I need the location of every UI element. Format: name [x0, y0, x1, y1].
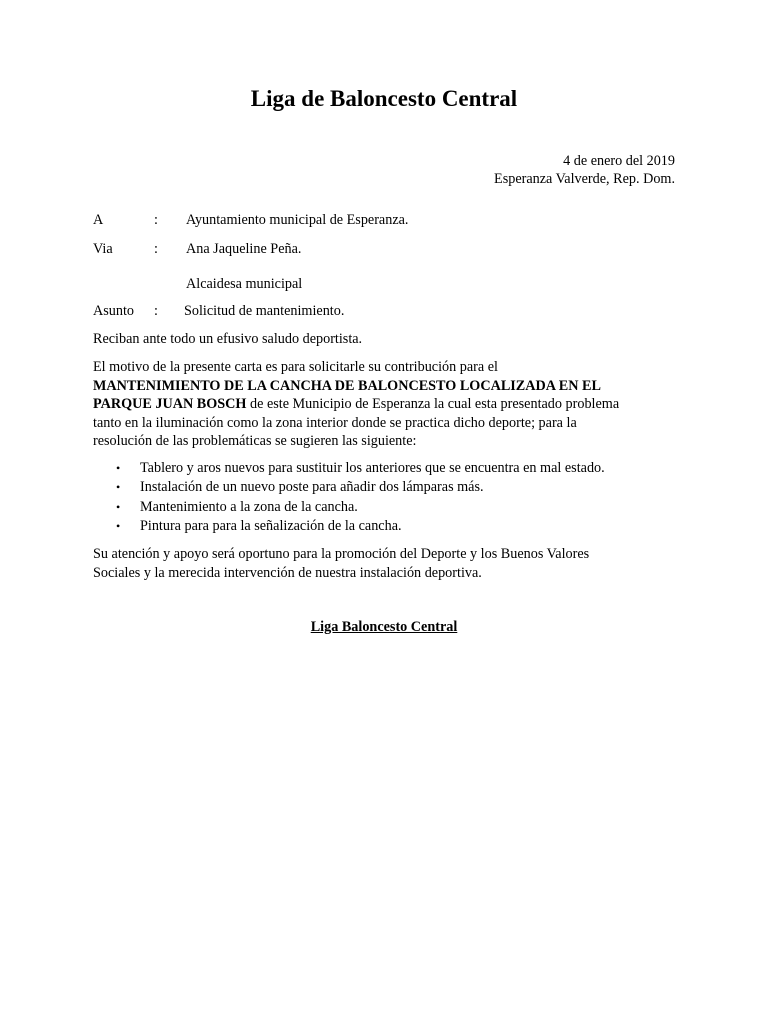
closing-line-2: Sociales y la merecida intervención de nuestra instalación deportiva. — [93, 564, 482, 581]
to-colon: : — [154, 212, 158, 228]
subject-value: Solicitud de mantenimiento. — [184, 303, 345, 319]
greeting: Reciban ante todo un efusivo saludo deportista. — [93, 331, 363, 347]
via-colon: : — [154, 241, 158, 257]
to-label: A — [93, 212, 104, 228]
closing-line-1: Su atención y apoyo será oportuno para la promoción del Deporte y los Buenos Valores — [93, 546, 590, 562]
date-block — [494, 152, 675, 188]
list-item-text: Mantenimiento a la zona de la cancha. — [140, 498, 358, 515]
via-title: Alcaidesa municipal — [186, 276, 303, 292]
body-line-1: El motivo de la presente carta es para solicitarle su contribución para el — [93, 359, 498, 375]
body-line-3-rest: de este Municipio de Esperanza la cual esta presentado problema — [246, 396, 620, 412]
letter-title: Liga de Baloncesto Central — [250, 86, 518, 111]
bullet-icon: • — [116, 499, 121, 514]
body-line-3 — [93, 395, 683, 414]
list-item — [93, 498, 693, 517]
list-item-text: Pintura para para la señalización de la cancha. — [140, 517, 402, 534]
list-item-text: Tablero y aros nuevos para sustituir los anteriores que se encuentra en mal estado. — [140, 460, 605, 476]
subject-label: Asunto — [93, 303, 134, 319]
body-bold-line-2: MANTENIMIENTO DE LA CANCHA DE BALONCESTO LOCALIZADA EN EL — [93, 377, 601, 394]
bullet-icon: • — [116, 461, 121, 475]
letter-location: Esperanza Valverde, Rep. Dom. — [494, 171, 675, 187]
list-item — [93, 517, 693, 536]
body-paragraph — [93, 358, 683, 451]
to-value: Ayuntamiento municipal de Esperanza. — [186, 212, 409, 228]
body-line-5: resolución de las problemáticas se sugieren las siguiente: — [93, 433, 417, 449]
body-line-4: tanto en la iluminación como la zona interior donde se practica dicho deporte; para la — [93, 414, 577, 431]
letter-date: 4 de enero del 2019 — [563, 153, 675, 169]
list-item-text: Instalación de un nuevo poste para añadir dos lámparas más. — [140, 479, 484, 496]
closing-paragraph — [93, 545, 683, 582]
subject-colon: : — [154, 303, 158, 319]
bullet-icon: • — [116, 518, 121, 533]
body-bold-place: PARQUE JUAN BOSCH — [93, 396, 247, 412]
via-label: Via — [93, 241, 113, 257]
bullet-icon: • — [116, 480, 121, 495]
list-item — [93, 478, 693, 497]
via-value: Ana Jaqueline Peña. — [186, 241, 302, 257]
list-item — [93, 459, 693, 478]
bullet-list — [93, 459, 693, 536]
signature: Liga Baloncesto Central — [310, 619, 458, 635]
